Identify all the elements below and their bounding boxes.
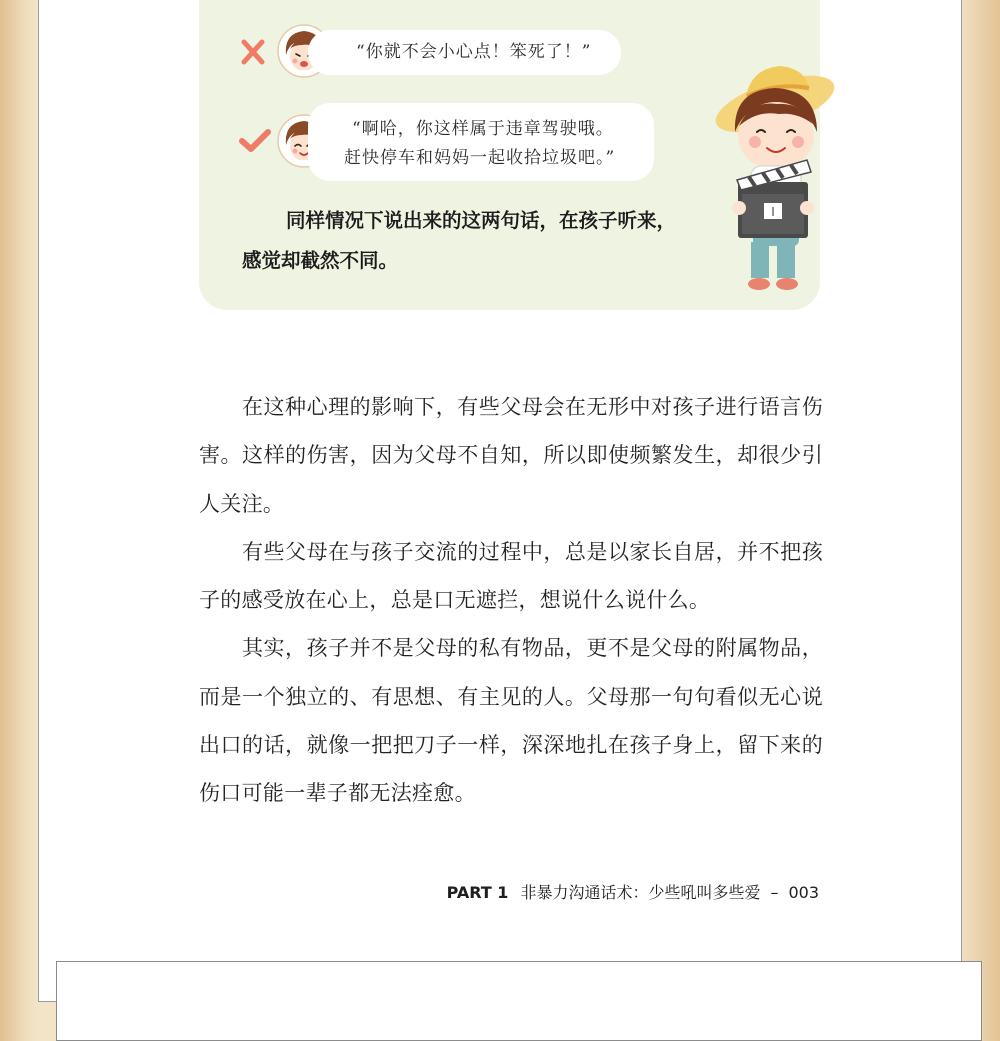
body-paragraph: 在这种心理的影响下，有些父母会在无形中对孩子进行语言伤害。这样的伤害，因为父母不自知，所以即使频繁发生，却很少引人关注。	[199, 395, 823, 516]
bad-quote-text: “你就不会小心点！笨死了！”	[356, 42, 592, 62]
good-quote-line-2: 赶快停车和妈妈一起收拾垃圾吧。”	[344, 148, 616, 168]
body-paragraph: 有些父母在与孩子交流的过程中，总是以家长自居，并不把孩子的感受放在心上，总是口无遮拦，想说什么说什么。	[199, 539, 823, 613]
clapperboard-label: I	[771, 205, 775, 219]
good-quote-line-1: “啊哈，你这样属于违章驾驶哦。	[352, 119, 614, 139]
footer-page-number: 003	[788, 883, 819, 902]
footer-separator: –	[770, 883, 779, 902]
boy-with-clapperboard-illustration	[705, 62, 835, 294]
next-book-page	[56, 961, 982, 1041]
body-paragraph: 其实，孩子并不是父母的私有物品，更不是父母的附属物品，而是一个独立的、有思想、有主见的人。父母那一句句看似无心说出口的话，就像一把把刀子一样，深深地扎在孩子身上，留下来的伤口可能一辈子都无法痊愈。	[199, 636, 823, 806]
example-summary-text: 同样情况下说出来的这两句话，在孩子听来，感觉却截然不同。	[242, 209, 677, 272]
bad-quote-bubble	[308, 30, 621, 75]
body-text	[199, 383, 823, 818]
footer-chapter-title: 非暴力沟通话术：少些吼叫多些爱	[520, 883, 761, 902]
example-summary	[242, 201, 692, 281]
cross-icon	[240, 38, 266, 66]
good-quote-bubble	[308, 103, 654, 181]
page-footer	[447, 880, 819, 904]
checkmark-icon	[238, 127, 272, 155]
footer-part-label: PART 1	[446, 883, 509, 902]
